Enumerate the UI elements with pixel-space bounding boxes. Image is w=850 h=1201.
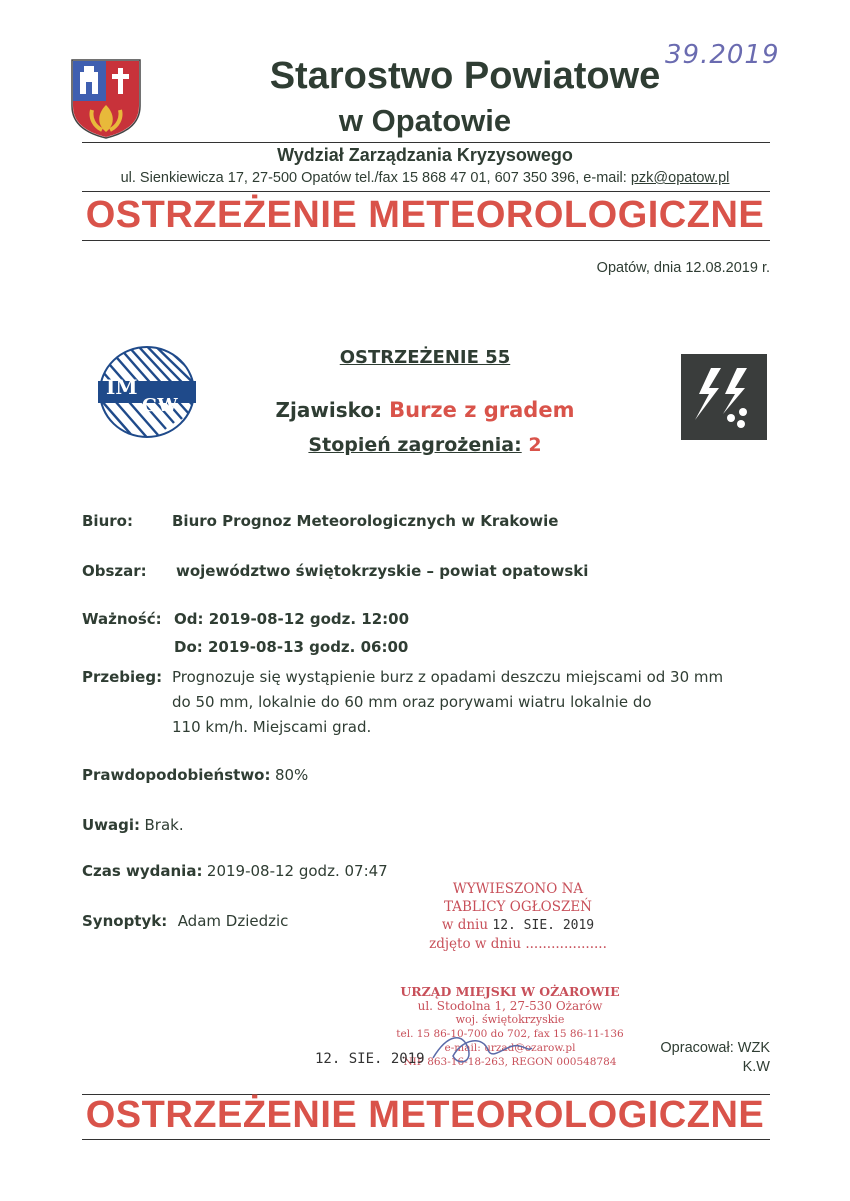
probability-label: Prawdopodobieństwo: [82, 766, 271, 784]
posted-stamp-line-1: WYWIESZONO NA [452, 881, 584, 897]
forecaster-line [82, 912, 288, 931]
address-line [0, 170, 850, 186]
threat-level-value: 2 [528, 434, 542, 456]
validity-to: Do: 2019-08-13 godz. 06:00 [174, 638, 409, 656]
issue-time-value: 2019-08-12 godz. 07:47 [206, 862, 388, 880]
office-title: Starostwo Powiatowe [269, 55, 661, 97]
bottom-banner: OSTRZEŻENIE METEOROLOGICZNE [85, 1094, 765, 1136]
area-value: województwo świętokrzyskie – powiat opatowski [176, 562, 589, 580]
date-stamp: 12. SIE. 2019 [315, 1051, 425, 1067]
probability-line [82, 766, 308, 785]
office-value: Biuro Prognoz Meteorologicznych w Krakowie [172, 512, 559, 530]
office-subtitle: w Opatowie [338, 103, 512, 138]
signature-scribble [428, 1028, 538, 1070]
office-stamp-line-6: NIP 863-16-18-263, REGON 000548784 [403, 1056, 617, 1068]
office-stamp-line-1: URZĄD MIEJSKI W OŻAROWIE [400, 984, 620, 999]
document-date: Opatów, dnia 12.08.2019 r. [596, 260, 770, 276]
prepared-by [660, 1039, 770, 1077]
posted-stamp-date-label: w dniu [441, 917, 489, 933]
phenomenon-value: Burze z gradem [389, 398, 575, 422]
header-divider [82, 142, 770, 143]
department-name: Wydział Zarządzania Kryzysowego [277, 145, 573, 165]
posted-stamp-line-3 [418, 916, 618, 935]
remarks-value: Brak. [144, 816, 184, 834]
thunderstorm-hail-icon [681, 354, 767, 440]
validity-from: Od: 2019-08-12 godz. 12:00 [174, 610, 410, 628]
forecaster-label: Synoptyk: [82, 912, 168, 930]
threat-level-label: Stopień zagrożenia: [308, 434, 522, 456]
probability-value: 80% [274, 766, 309, 784]
phenomenon-label: Zjawisko: [275, 398, 383, 422]
issue-time-line [82, 862, 388, 881]
imgw-logo-text-gw: GW [142, 395, 178, 416]
posted-stamp-line-2: TABLICY OGŁOSZEŃ [443, 899, 592, 915]
posted-stamp-line-4: zdjęto w dniu ................... [429, 936, 607, 952]
remarks-line [82, 816, 184, 835]
office-stamp-line-2: ul. Stodolna 1, 27-530 Ożarów [417, 999, 603, 1013]
posted-stamp-date: 12. SIE. 2019 [492, 918, 595, 933]
banner-divider [82, 240, 770, 241]
office-label: Biuro: [82, 512, 133, 530]
prepared-by-line-2: K.W [742, 1059, 770, 1075]
posted-stamp [418, 880, 618, 953]
validity-label: Ważność: [82, 610, 162, 628]
address-text: ul. Sienkiewicza 17, 27-500 Opatów tel./fax 15 868 47 01, 607 350 396, e-mail: [120, 170, 627, 186]
forecaster-value: Adam Dziedzic [177, 912, 289, 930]
area-label: Obszar: [82, 562, 147, 580]
top-banner: OSTRZEŻENIE METEOROLOGICZNE [85, 194, 765, 236]
email-link[interactable]: pzk@opatow.pl [630, 170, 730, 186]
handwritten-number: 39.2019 [665, 40, 780, 70]
office-stamp-line-4: tel. 15 86-10-700 do 702, fax 15 86-11-136 [396, 1028, 624, 1040]
office-stamp-line-3: woj. świętokrzyskie [455, 1013, 565, 1026]
footer-divider-bottom [82, 1139, 770, 1140]
course-line-2: do 50 mm, lokalnie do 60 mm oraz porywami wiatru lokalnie do [172, 693, 652, 711]
course-line-3: 110 km/h. Miejscami grad. [172, 718, 372, 736]
office-stamp-line-5: e-mail: urzad@ozarow.pl [444, 1042, 576, 1054]
address-divider [82, 191, 770, 192]
remarks-label: Uwagi: [82, 816, 141, 834]
course-line-1: Prognozuje się wystąpienie burz z opadami deszczu miejscami od 30 mm [172, 668, 724, 686]
issue-time-label: Czas wydania: [82, 862, 203, 880]
imgw-logo-text-im: IM [106, 375, 138, 399]
course-label: Przebieg: [82, 668, 163, 686]
prepared-by-line-1: Opracował: WZK [660, 1040, 770, 1056]
warning-number: OSTRZEŻENIE 55 [339, 347, 511, 368]
